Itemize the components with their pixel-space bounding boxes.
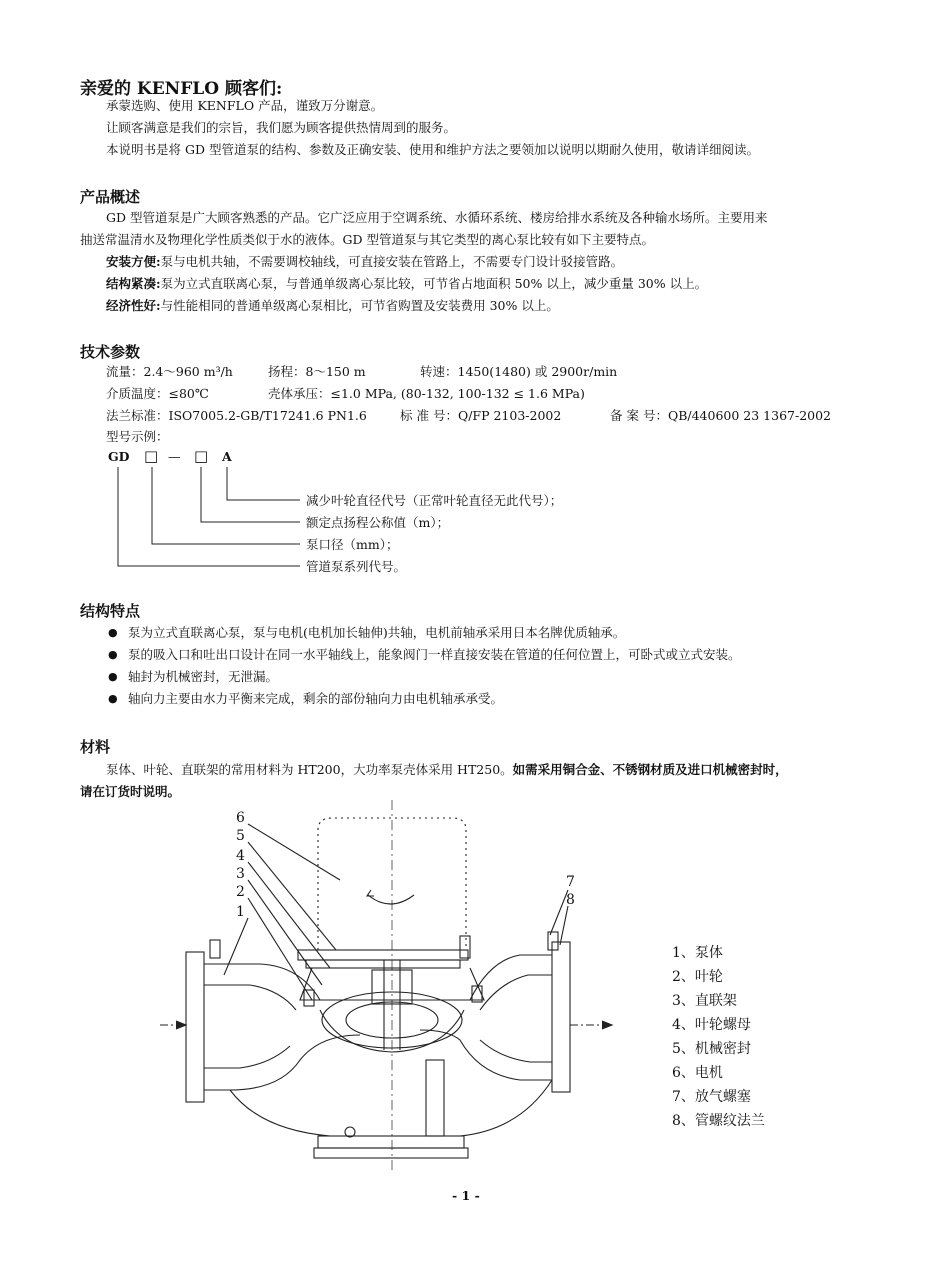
legend-item: 8、管螺纹法兰: [672, 1113, 765, 1129]
greeting-line: 本说明书是将 GD 型管道泵的结构、参数及正确安装、使用和维护方法之要领加以说明以期耐久使用，敬请详细阅读。: [106, 142, 759, 157]
section-title-structure: 结构特点: [80, 602, 141, 620]
model-code-a: A: [222, 449, 232, 464]
param-head: 扬程：8～150 m: [268, 364, 366, 379]
feature-label: 结构紧凑:: [106, 276, 161, 291]
feature-text: 与性能相同的普通单级离心泵相比，可节省购置及安装费用 30% 以上。: [160, 298, 559, 313]
param-temp: 介质温度：≤80℃: [106, 386, 209, 401]
structure-bullet: ● 泵的吸入口和吐出口设计在同一水平轴线上，能象阀门一样直接安装在管道的任何位置上，可卧式或立式安装。: [128, 647, 741, 663]
model-code-gd: GD: [108, 449, 130, 464]
feature-label: 安装方便:: [106, 254, 161, 269]
model-code-box2: □: [194, 447, 209, 465]
model-note: 额定点扬程公称值（m）；: [306, 515, 450, 530]
legend-item: 3、直联架: [672, 993, 737, 1009]
feature-text: 泵与电机共轴，不需要调校轴线，可直接安装在管路上，不需要专门设计驳接管路。: [160, 254, 624, 269]
structure-bullet: ● 泵为立式直联离心泵，泵与电机(电机加长轴伸)共轴，电机前轴承采用日本名牌优质轴承。: [128, 625, 625, 641]
callout-number: 8: [566, 892, 575, 908]
param-record: 备 案 号：QB/440600 23 1367-2002: [610, 408, 832, 423]
model-code-dash: —: [168, 449, 181, 464]
feature-text: 泵为立式直联离心泵，与普通单级离心泵比较，可节省占地面积 50% 以上，减少重量 30% 以上。: [160, 276, 708, 291]
legend-item: 1、泵体: [672, 945, 723, 961]
overview-intro: 抽送常温清水及物理化学性质类似于水的液体。GD 型管道泵与其它类型的离心泵比较有如下主要特点。: [80, 232, 654, 247]
model-code-box1: □: [144, 447, 159, 465]
material-text-normal: 泵体、叶轮、直联架的常用材料为 HT200，大功率泵壳体采用 HT250。: [106, 762, 513, 777]
param-pressure: 壳体承压：≤1.0 MPa, (80-132, 100-132 ≤ 1.6 MPa): [268, 386, 585, 401]
model-note: 泵口径（mm）；: [306, 537, 399, 552]
structure-bullet: ● 轴向力主要由水力平衡来完成，剩余的部份轴向力由电机轴承承受。: [128, 691, 503, 707]
legend-item: 6、电机: [672, 1065, 723, 1081]
feature-label: 经济性好:: [106, 298, 161, 313]
param-flange: 法兰标准：ISO7005.2-GB/T17241.6 PN1.6: [106, 408, 367, 423]
material-text-bold-cont: 请在订货时说明。: [80, 784, 181, 799]
greeting-line: 让顾客满意是我们的宗旨，我们愿为顾客提供热情周到的服务。: [106, 120, 457, 135]
section-title-material: 材料: [80, 738, 111, 756]
pump-cross-section-drawing: [0, 790, 940, 1180]
callout-number: 7: [566, 874, 575, 890]
legend-item: 4、叶轮螺母: [672, 1017, 751, 1033]
material-text: [106, 762, 788, 778]
structure-bullet: ● 轴封为机械密封，无泄漏。: [128, 669, 278, 685]
greeting-title: 亲爱的 KENFLO 顾客们:: [80, 79, 283, 99]
callout-number: 5: [236, 828, 245, 844]
model-example-label: 型号示例：: [106, 429, 169, 444]
param-standard: 标 准 号：Q/FP 2103-2002: [400, 408, 562, 423]
legend-item: 7、放气螺塞: [672, 1089, 751, 1105]
param-speed: 转速：1450(1480) 或 2900r/min: [420, 364, 618, 379]
callout-number: 6: [236, 810, 245, 826]
section-title-tech: 技术参数: [80, 343, 141, 361]
legend-item: 5、机械密封: [672, 1041, 751, 1057]
section-title-overview: 产品概述: [80, 188, 141, 206]
callout-number: 3: [236, 866, 245, 882]
param-flow: 流量：2.4～960 m³/h: [106, 364, 233, 379]
model-note: 管道泵系列代号。: [306, 559, 407, 574]
legend-item: 2、叶轮: [672, 969, 723, 985]
callout-number: 1: [236, 904, 245, 920]
callout-number: 2: [236, 884, 245, 900]
callout-number: 4: [236, 848, 245, 864]
material-text-bold: 如需采用铜合金、不锈钢材质及进口机械密封时，: [512, 762, 788, 777]
page-number: - 1 -: [452, 1188, 480, 1203]
model-note: 减少叶轮直径代号（正常叶轮直径无此代号）；: [306, 493, 563, 508]
overview-intro: GD 型管道泵是广大顾客熟悉的产品。它广泛应用于空调系统、水循环系统、楼房给排水系统及各种输水场所。主要用来: [106, 210, 768, 225]
model-code-leader-lines: [0, 0, 940, 600]
greeting-line: 承蒙选购、使用 KENFLO 产品，谨致万分谢意。: [106, 98, 384, 113]
